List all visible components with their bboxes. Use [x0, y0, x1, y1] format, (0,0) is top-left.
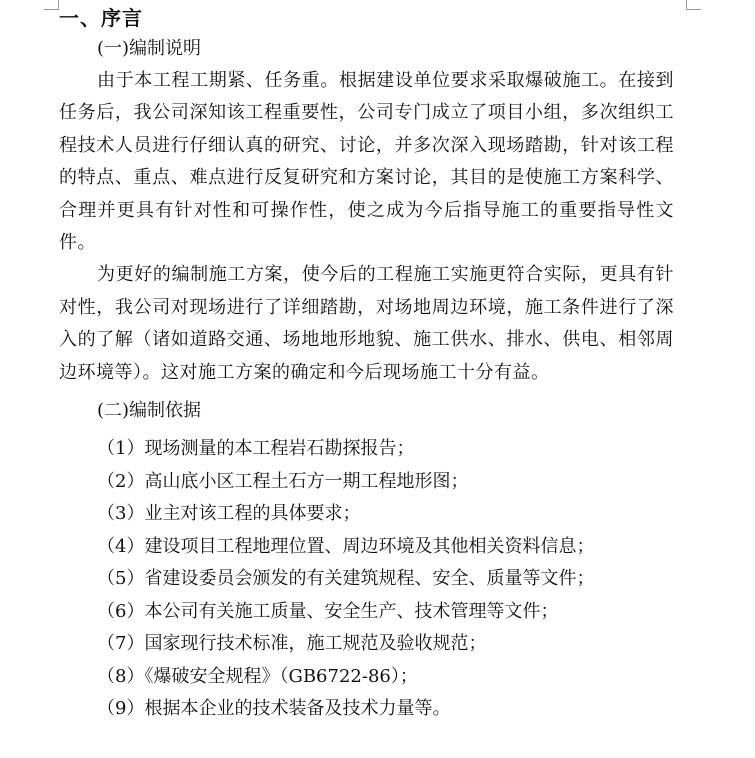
- document-body: [59, 3, 674, 726]
- basis-item: （3）业主对该工程的具体要求；: [97, 503, 361, 525]
- compile-note-paragraph-1: 由于本工程工期紧、任务重。根据建设单位要求采取爆破施工。在接到任务后，我公司深知该工程重要性，公司专门成立了项目小组，多次组织工程技术人员进行仔细认真的研究、讨论，并多次深入现场踏勘，针对该工程的特点、重点、难点进行反复研究和方案讨论，其目的是使施工方案科学、合理并更具有针对性和可操作性，使之成为今后指导施工的重要指导性文件。: [59, 70, 674, 254]
- margin-corner-mark-right: [686, 0, 701, 10]
- compile-note-title: (一)编制说明: [97, 38, 202, 59]
- margin-corner-mark-left: [44, 0, 59, 10]
- basis-item: （2）高山底小区工程土石方一期工程地形图；: [97, 470, 469, 492]
- compile-note-paragraph-2: 为更好的编制施工方案，使今后的工程施工实施更符合实际，更具有针对性，我公司对现场进行了详细踏勘，对场地周边环境，施工条件进行了深入的了解（诸如道路交通、场地地形地貌、施工供水、排水、供电、相邻周边环境等）。这对施工方案的确定和今后现场施工十分有益。: [59, 264, 674, 383]
- compile-basis-list: [59, 433, 674, 726]
- basis-item: （9）根据本企业的技术装备及技术力量等。: [97, 698, 451, 720]
- basis-item: （5）省建设委员会颁发的有关建筑规程、安全、质量等文件；: [97, 568, 595, 590]
- basis-item: （8）《爆破安全规程》（GB6722-86）；: [97, 665, 418, 687]
- basis-item: （4）建设项目工程地理位置、周边环境及其他相关资料信息；: [97, 535, 595, 557]
- basis-item: （1）现场测量的本工程岩石勘探报告；: [97, 438, 415, 460]
- compile-basis-title: (二)编制依据: [97, 400, 202, 422]
- basis-item: （6）本公司有关施工质量、安全生产、技术管理等文件；: [97, 600, 559, 622]
- basis-item: （7）国家现行技术标准，施工规范及验收规范；: [97, 633, 487, 655]
- section-heading: 一、序言: [59, 6, 143, 30]
